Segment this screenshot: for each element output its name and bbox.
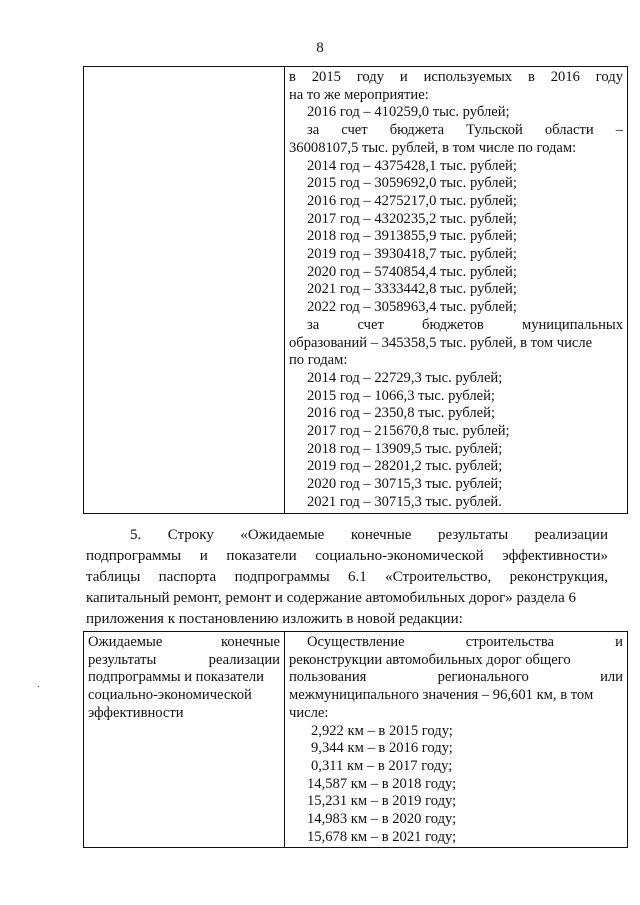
funding-year-line: 2016 год – 4275217,0 тыс. рублей; <box>307 192 517 209</box>
table1-empty-cell <box>84 67 285 514</box>
km-year-line: 14,587 км – в 2018 году; <box>307 775 457 792</box>
funding-line: 36008107,5 тыс. рублей, в том числе по годам: <box>289 139 577 156</box>
table1-funding-cell <box>285 67 628 514</box>
funding-year-line: 2019 год – 28201,2 тыс. рублей; <box>307 458 503 475</box>
label-line: результаты реализации <box>88 651 280 668</box>
funding-year-line: 2018 год – 3913855,9 тыс. рублей; <box>307 228 517 245</box>
funding-line: образований – 345358,5 тыс. рублей, в том числе <box>289 334 593 351</box>
funding-year-line: 2019 год – 3930418,7 тыс. рублей; <box>307 246 517 263</box>
funding-year-line: 2014 год – 22729,3 тыс. рублей; <box>307 369 503 386</box>
paragraph-line: 5. Строку «Ожидаемые конечные результаты реализации <box>130 527 608 543</box>
paragraph-line: таблицы паспорта подпрограммы 6.1 «Строительство, реконструкция, <box>86 569 608 585</box>
expected-results-value-cell <box>285 632 628 848</box>
km-year-line: 15,678 км – в 2021 году; <box>307 828 457 845</box>
km-year-line: 2,922 км – в 2015 году; <box>311 722 453 739</box>
funding-year-line: 2020 год – 5740854,4 тыс. рублей; <box>307 263 517 280</box>
km-year-line: 9,344 км – в 2016 году; <box>311 740 453 757</box>
page-number: 8 <box>316 40 324 56</box>
result-line: межмуниципального значения – 96,601 км, в том <box>289 687 594 704</box>
label-line: Ожидаемые конечные <box>88 634 280 650</box>
label-line: эффективности <box>88 704 184 721</box>
funding-line: в 2015 году и используемых в 2016 году <box>289 69 623 85</box>
funding-table-continued <box>83 66 628 514</box>
amendment-paragraph <box>86 525 608 630</box>
funding-line: на то же мероприятие: <box>289 86 429 103</box>
funding-line: по годам: <box>289 352 348 369</box>
paragraph-line: капитальный ремонт, ремонт и содержание автомобильных дорог» раздела 6 <box>86 590 576 606</box>
funding-year-line: 2015 год – 1066,3 тыс. рублей; <box>307 387 495 404</box>
funding-year-line: 2021 год – 30715,3 тыс. рублей. <box>307 493 502 510</box>
funding-year-line: 2016 год – 2350,8 тыс. рублей; <box>307 405 495 422</box>
result-line: реконструкции автомобильных дорог общего <box>289 651 571 668</box>
result-line: числе: <box>289 704 329 721</box>
funding-year-line: 2018 год – 13909,5 тыс. рублей; <box>307 440 503 457</box>
funding-year-line: 2017 год – 4320235,2 тыс. рублей; <box>307 210 517 227</box>
km-year-line: 14,983 км – в 2020 году; <box>307 811 457 828</box>
km-year-line: 0,311 км – в 2017 году; <box>311 757 453 774</box>
funding-year-line: 2015 год – 3059692,0 тыс. рублей; <box>307 175 517 192</box>
funding-line: 2016 год – 410259,0 тыс. рублей; <box>307 104 510 121</box>
funding-line: за счет бюджета Тульской области – <box>307 122 623 139</box>
expected-results-table <box>83 631 628 848</box>
paragraph-line: приложения к постановлению изложить в новой редакции: <box>86 611 463 627</box>
funding-year-line: 2014 год – 4375428,1 тыс. рублей; <box>307 157 517 174</box>
funding-year-line: 2017 год – 215670,8 тыс. рублей; <box>307 423 510 440</box>
label-line: социально-экономической <box>88 687 252 704</box>
funding-line: за счет бюджетов муниципальных <box>307 316 623 333</box>
funding-year-line: 2022 год – 3058963,4 тыс. рублей; <box>307 299 517 316</box>
scan-dot <box>38 686 39 687</box>
result-line: пользования регионального или <box>289 669 623 686</box>
km-year-line: 15,231 км – в 2019 году; <box>307 793 457 810</box>
paragraph-line: подпрограммы и показатели социально-экономической эффективности» <box>86 548 608 564</box>
result-line: Осуществление строительства и <box>307 634 623 650</box>
label-line: подпрограммы и показатели <box>88 669 264 686</box>
funding-year-line: 2021 год – 3333442,8 тыс. рублей; <box>307 281 517 298</box>
expected-results-label-cell <box>84 632 285 848</box>
funding-year-line: 2020 год – 30715,3 тыс. рублей; <box>307 476 503 493</box>
